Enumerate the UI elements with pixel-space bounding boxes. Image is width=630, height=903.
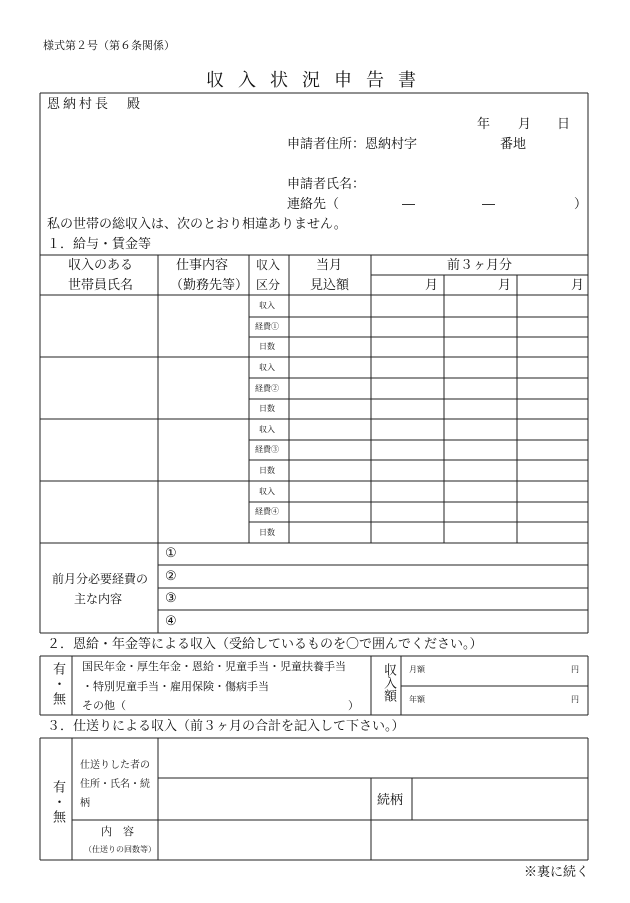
date-month-label: 月 xyxy=(518,117,532,132)
section3-title: ３．仕送りによる収入（前３ヶ月の合計を記入して下さい。） xyxy=(47,719,405,734)
row1-days: 日数 xyxy=(259,342,275,351)
expense-item-4: ④ xyxy=(165,614,177,629)
expense-label-line1: 前月分必要経費の xyxy=(52,572,149,586)
sender-label-line3: 柄 xyxy=(80,798,90,809)
sender-label-line1: 仕送りした者の xyxy=(80,760,150,771)
col-member-line2: 世帯員氏名 xyxy=(68,278,134,293)
row4-days: 日数 xyxy=(259,528,275,537)
content-label: 内 容 xyxy=(101,825,134,838)
contact-dash-1: ― xyxy=(402,197,415,212)
month-label-1: 月 xyxy=(425,278,439,293)
form-number: 様式第２号（第６条関係） xyxy=(43,39,175,52)
month-label-2: 月 xyxy=(498,278,512,293)
monthly-amount-label: 月額 xyxy=(409,665,425,674)
expense-item-1: ① xyxy=(165,546,177,561)
row3-expense: 経費③ xyxy=(255,445,279,454)
contact-label: 連絡先（ xyxy=(287,197,340,212)
row1-income: 収入 xyxy=(259,301,275,310)
row2-days: 日数 xyxy=(259,404,275,413)
col-prev-three-months: 前３ヶ月分 xyxy=(447,258,513,273)
applicant-name-label: 申請者氏名： xyxy=(287,177,366,192)
date-day-label: 日 xyxy=(557,117,571,132)
addressee: 恩納村長 殿 xyxy=(47,97,144,112)
row3-days: 日数 xyxy=(259,466,275,475)
col-member-line1: 収入のある xyxy=(68,258,134,273)
col-job-line2: （勤務先等） xyxy=(170,278,249,293)
sender-label-line2: 住所・氏名・続 xyxy=(80,779,150,790)
col-kind-line1: 収入 xyxy=(256,258,281,272)
relation-label: 続柄 xyxy=(377,793,404,808)
continued-on-back: ※裏に続く xyxy=(524,865,590,880)
contact-close: ） xyxy=(574,197,588,212)
expense-label-line2: 主な内容 xyxy=(74,592,123,606)
row4-expense: 経費④ xyxy=(255,507,279,516)
annual-amount-label: 年額 xyxy=(409,695,425,704)
pension-types-line2: ・特別児童手当・雇用保険・傷病手当 xyxy=(82,680,269,693)
content-count-label: （仕送りの回数等） xyxy=(84,845,156,854)
col-kind-line2: 区分 xyxy=(256,278,281,292)
declaration-text: 私の世帯の総収入は、次のとおり相違ありません。 xyxy=(47,217,347,232)
section2-yes-no: 有・無 xyxy=(50,662,65,707)
col-job-line1: 仕事内容 xyxy=(176,258,229,273)
income-amount-label: 収入額 xyxy=(381,663,396,702)
pension-types-line1: 国民年金・厚生年金・恩給・児童手当・児童扶養手当 xyxy=(82,660,346,673)
date-year-label: 年 xyxy=(477,117,491,132)
row3-income: 収入 xyxy=(259,425,275,434)
pension-other-label: その他（ xyxy=(82,699,126,712)
col-current-line2: 見込額 xyxy=(310,278,350,293)
pension-other-close: ） xyxy=(348,699,359,712)
expense-item-2: ② xyxy=(165,569,177,584)
annual-yen: 円 xyxy=(571,695,579,704)
applicant-address-label: 申請者住所：恩納村字 xyxy=(287,137,418,152)
monthly-yen: 円 xyxy=(571,665,579,674)
section2-title: ２．恩給・年金等による収入（受給しているものを〇で囲んでください。） xyxy=(47,637,483,652)
row2-expense: 経費② xyxy=(255,384,279,393)
month-label-3: 月 xyxy=(571,278,585,293)
contact-dash-2: ― xyxy=(482,197,495,212)
row4-income: 収入 xyxy=(259,487,275,496)
applicant-address-suffix: 番地 xyxy=(500,137,527,152)
row1-expense: 経費① xyxy=(255,322,279,331)
col-current-line1: 当月 xyxy=(316,258,343,273)
section1-title: １．給与・賃金等 xyxy=(47,237,152,252)
page-title: 収入状況申告書 xyxy=(206,70,430,91)
row2-income: 収入 xyxy=(259,363,275,372)
section3-yes-no: 有・無 xyxy=(50,780,65,825)
expense-item-3: ③ xyxy=(165,591,177,606)
